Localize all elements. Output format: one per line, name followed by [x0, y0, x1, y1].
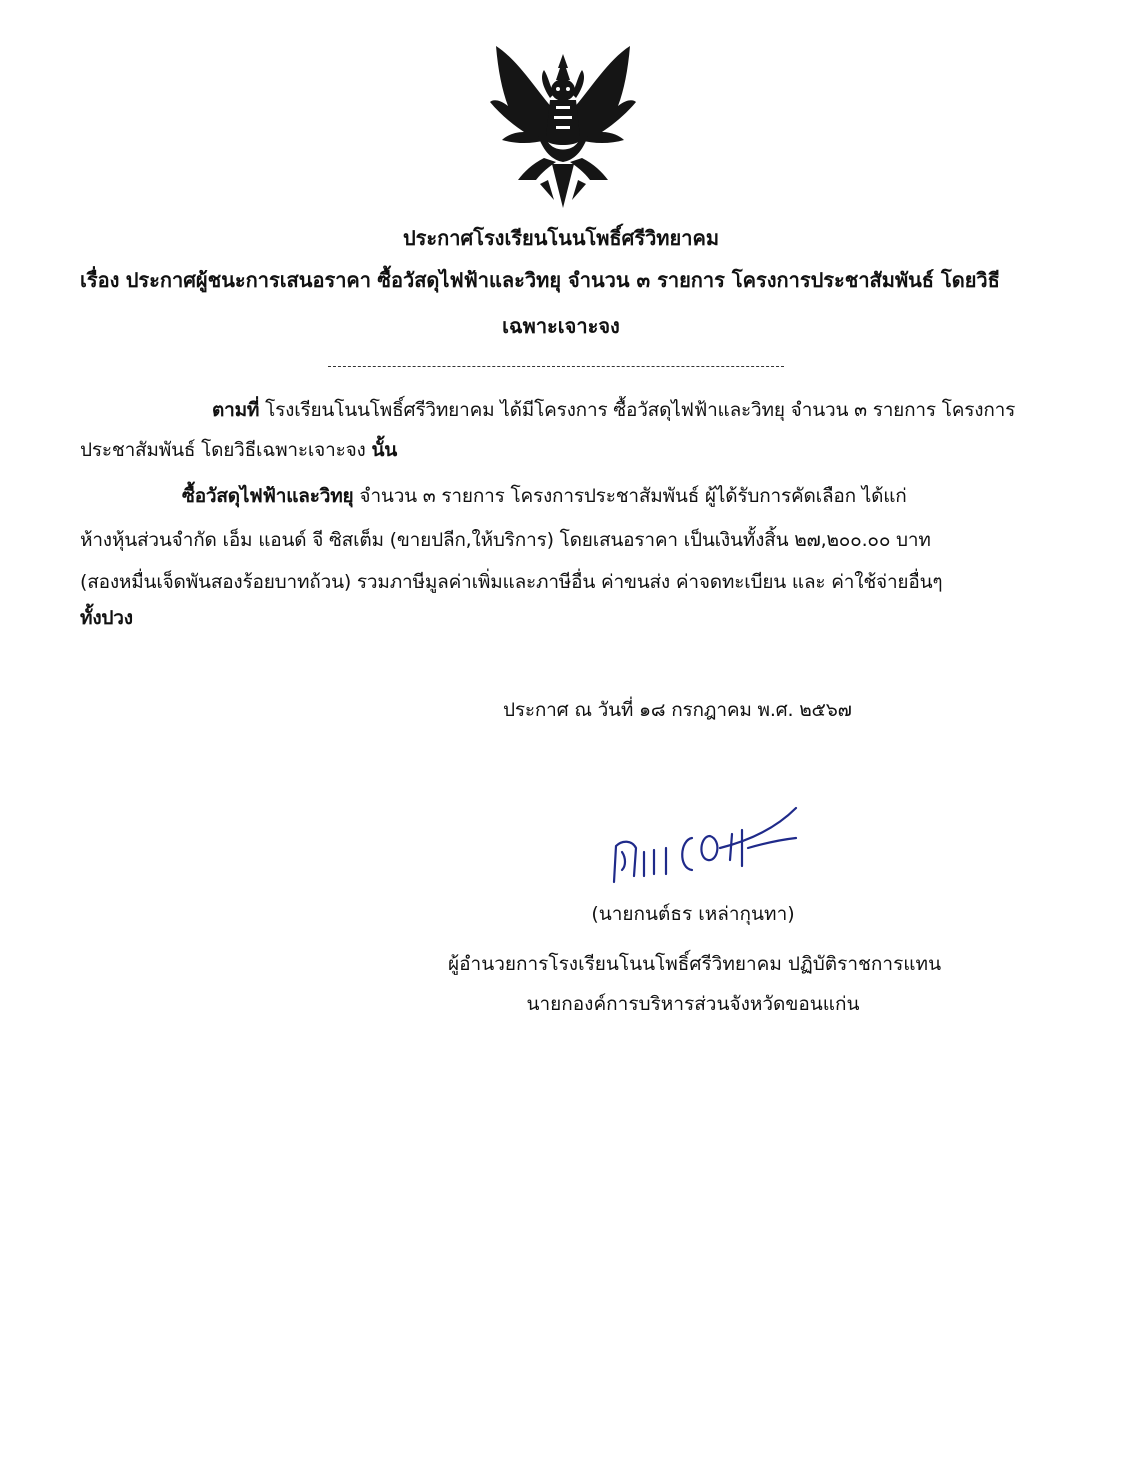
paragraph-1-lead: ตามที่ — [212, 399, 260, 421]
paragraph-2-line-1 — [182, 482, 907, 510]
garuda-emblem-icon — [488, 40, 638, 212]
dashed-divider — [328, 366, 784, 367]
paragraph-2-line-1-text: จำนวน ๓ รายการ โครงการประชาสัมพันธ์ ผู้ได้รับการคัดเลือก ได้แก่ — [359, 485, 907, 507]
paragraph-1-line-1-text: โรงเรียนโนนโพธิ์ศรีวิทยาคม ได้มีโครงการ ซื้อวัสดุไฟฟ้าและวิทยุ จำนวน ๓ รายการ โครงการ — [265, 399, 1016, 421]
paragraph-2-line-2: ห้างหุ้นส่วนจำกัด เอ็ม แอนด์ จี ซิสเต็ม (ขายปลีก,ให้บริการ) โดยเสนอราคา เป็นเงินทั้งสิ้น ๒๗,๒๐๐.๐๐ บาท — [80, 529, 931, 551]
subject-label: เรื่อง — [80, 268, 120, 292]
paragraph-1-line-2-text: ประชาสัมพันธ์ โดยวิธีเฉพาะเจาะจง — [80, 439, 366, 461]
paragraph-2-lead: ซื้อวัสดุไฟฟ้าและวิทยุ — [182, 485, 354, 507]
announcement-date: ประกาศ ณ วันที่ ๑๘ กรกฎาคม พ.ศ. ๒๕๖๗ — [503, 699, 852, 721]
subject-bold-text: ประกาศผู้ชนะการเสนอราคา — [125, 268, 372, 292]
signatory-position: ผู้อำนวยการโรงเรียนโนนโพธิ์ศรีวิทยาคม ปฏิบัติราชการแทน — [448, 953, 942, 975]
paragraph-1-line-2 — [80, 436, 397, 464]
signatory-name: (นายกนต์ธร เหล่ากุนทา) — [591, 903, 795, 925]
subject-line — [80, 266, 1040, 294]
announcement-title: ประกาศโรงเรียนโนนโพธิ์ศรีวิทยาคม — [402, 226, 719, 250]
handwritten-signature-icon — [592, 796, 802, 892]
paragraph-2-line-3: (สองหมื่นเจ็ดพันสองร้อยบาทถ้วน) รวมภาษีมูลค่าเพิ่มและภาษีอื่น ค่าขนส่ง ค่าจดทะเบียน และ ค่าใช้จ่ายอื่นๆ — [80, 571, 943, 593]
paragraph-1-line-1 — [212, 396, 1015, 424]
paragraph-1-end: นั้น — [371, 439, 398, 461]
signatory-position-2: นายกองค์การบริหารส่วนจังหวัดขอนแก่น — [526, 993, 860, 1015]
paragraph-2-line-4: ทั้งปวง — [80, 607, 133, 629]
subject-rest-text: ซื้อวัสดุไฟฟ้าและวิทยุ จำนวน ๓ รายการ โครงการประชาสัมพันธ์ โดยวิธี — [377, 268, 1000, 292]
subject-continuation: เฉพาะเจาะจง — [502, 314, 620, 338]
